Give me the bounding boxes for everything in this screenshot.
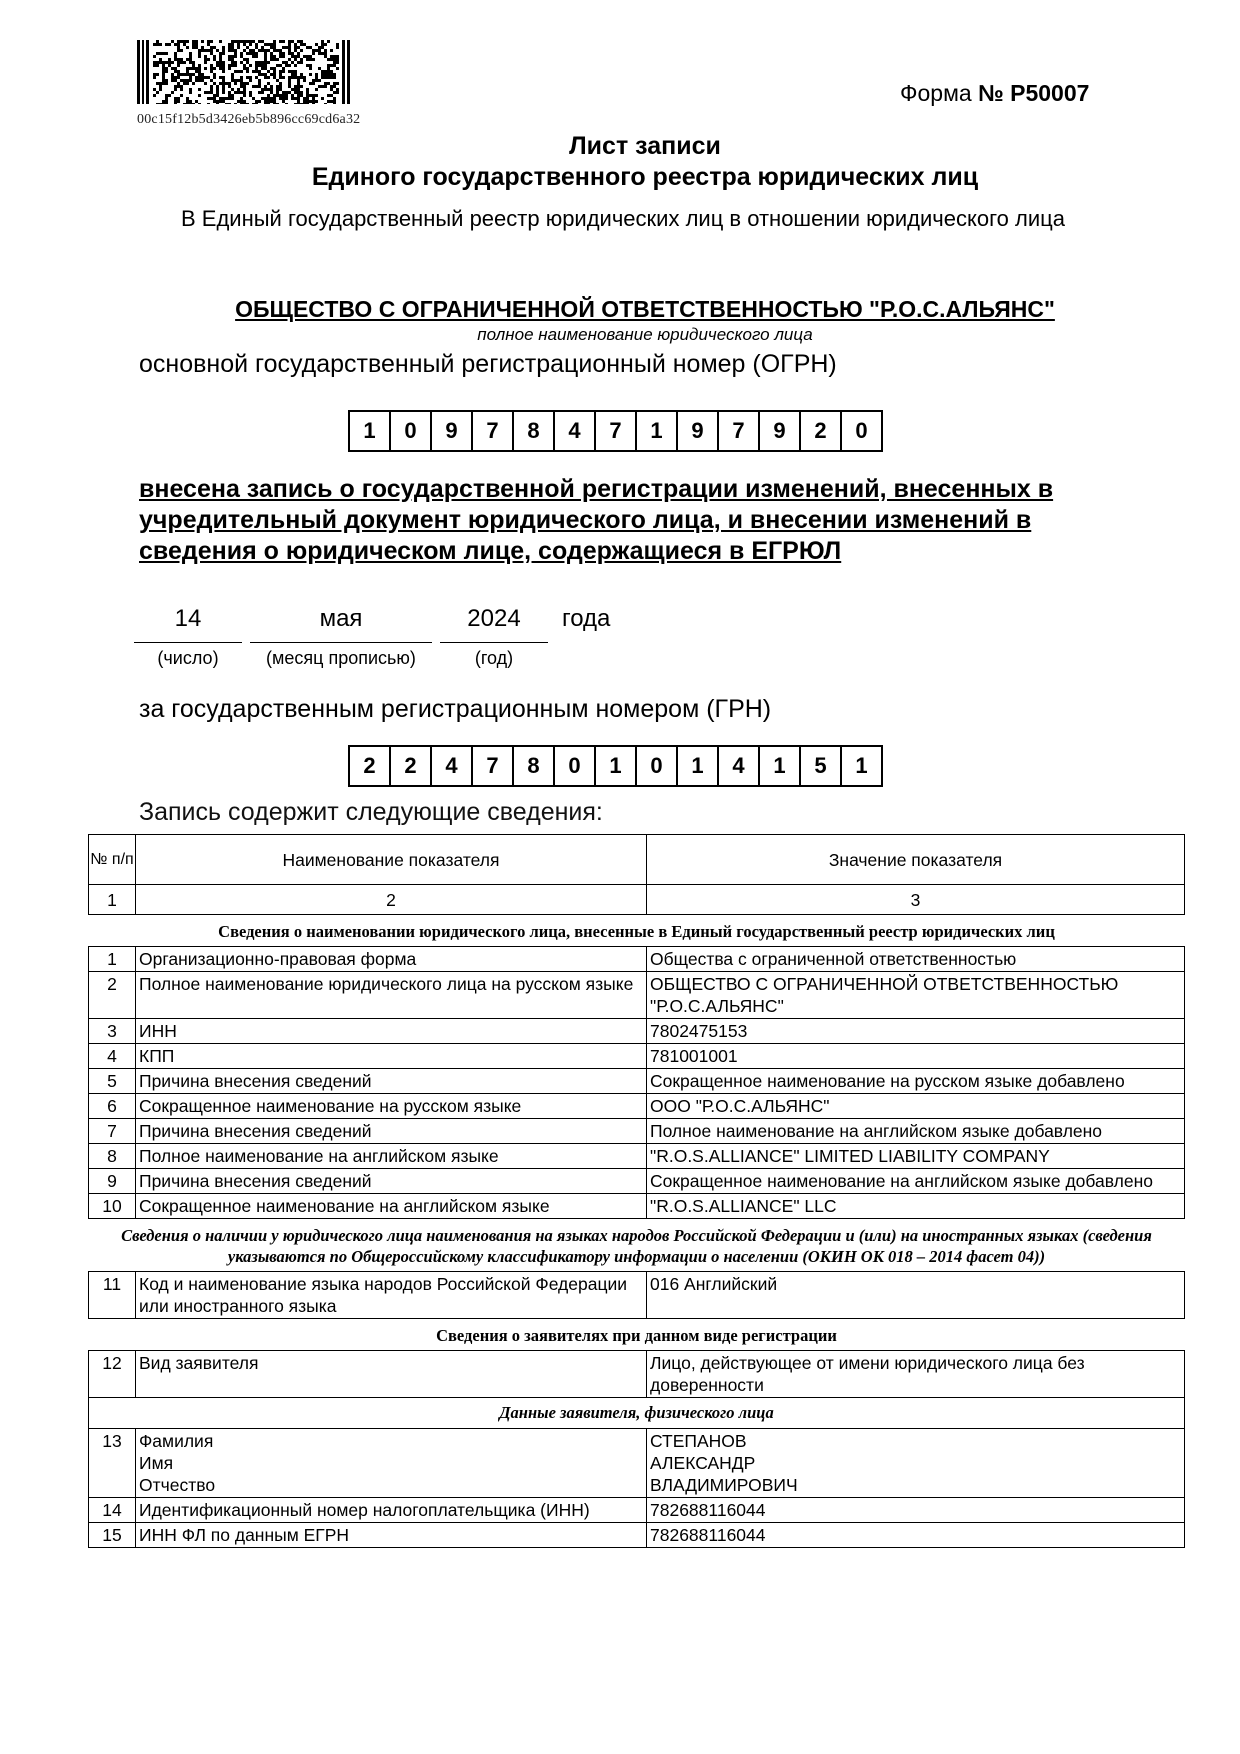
digit-cell: 2 [350, 745, 391, 787]
row-number: 14 [89, 1498, 136, 1523]
table-column-numbers-row [89, 885, 1185, 915]
row-number: 5 [89, 1069, 136, 1094]
row-indicator-value: Сокращенное наименование на английском языке добавлено [647, 1169, 1185, 1194]
digit-cell: 0 [842, 410, 883, 452]
table-row [89, 1144, 1185, 1169]
section-title-names: Сведения о наименовании юридического лица, внесенные в Единый государственный реестр юридических лиц [89, 915, 1185, 947]
table-row [89, 1351, 1185, 1398]
date-year-line [440, 642, 548, 643]
row-number: 13 [89, 1429, 136, 1498]
row-indicator-name: Код и наименование языка народов Российской Федерации или иностранного языка [136, 1272, 647, 1319]
row-indicator-name: Полное наименование на английском языке [136, 1144, 647, 1169]
row-number: 8 [89, 1144, 136, 1169]
row-indicator-value: 782688116044 [647, 1498, 1185, 1523]
digit-cell: 1 [637, 410, 678, 452]
row-number: 11 [89, 1272, 136, 1319]
digit-cell: 9 [760, 410, 801, 452]
digit-cell: 1 [678, 745, 719, 787]
column-number-1: 1 [89, 885, 136, 915]
digit-cell: 2 [801, 410, 842, 452]
date-suffix: года [562, 605, 611, 632]
row-indicator-value: "R.O.S.ALLIANCE" LLC [647, 1194, 1185, 1219]
header-indicator-name: Наименование показателя [136, 835, 647, 885]
digit-cell: 5 [801, 745, 842, 787]
section-title-languages: Сведения о наличии у юридического лица наименования на языках народов Российской Федерации и (или) на иностранных языках (сведения указываются по Общероссийскому классификатору информации о населении (ОКИН ОК 018 – 2014 фасет 04)) [89, 1219, 1185, 1272]
row-indicator-value: ОБЩЕСТВО С ОГРАНИЧЕННОЙ ОТВЕТСТВЕННОСТЬЮ "Р.О.С.АЛЬЯНС" [647, 972, 1185, 1019]
record-table [88, 834, 1185, 1548]
row-number: 12 [89, 1351, 136, 1398]
date-year-caption: (год) [474, 648, 514, 668]
row-number: 2 [89, 972, 136, 1019]
row-indicator-value: "R.O.S.ALLIANCE" LIMITED LIABILITY COMPANY [647, 1144, 1185, 1169]
row-number: 15 [89, 1523, 136, 1548]
form-number-value: № Р50007 [978, 80, 1090, 106]
digit-cell: 1 [760, 745, 801, 787]
barcode-image [137, 40, 352, 104]
organization-name: ОБЩЕСТВО С ОГРАНИЧЕННОЙ ОТВЕТСТВЕННОСТЬЮ "Р.О.С.АЛЬЯНС" [235, 296, 1055, 322]
digit-cell: 4 [555, 410, 596, 452]
ogrn-digit-boxes [348, 410, 883, 452]
table-row [89, 947, 1185, 972]
table-row [89, 1169, 1185, 1194]
table-row [89, 1119, 1185, 1144]
row-indicator-name: Причина внесения сведений [136, 1169, 647, 1194]
table-row [89, 1194, 1185, 1219]
row-indicator-name: Вид заявителя [136, 1351, 647, 1398]
entry-description: внесена запись о государственной регистрации изменений, внесенных в учредительный документ юридического лица, и внесении изменений в сведения о юридическом лице, содержащиеся в ЕГРЮЛ [139, 475, 1054, 565]
row-number: 10 [89, 1194, 136, 1219]
table-row [89, 1429, 1185, 1498]
table-row [89, 1069, 1185, 1094]
digit-cell: 1 [842, 745, 883, 787]
section-row [89, 915, 1185, 947]
digit-cell: 7 [596, 410, 637, 452]
table-header-row [89, 835, 1185, 885]
barcode-code: 00c15f12b5d3426eb5b896cc69cd6a32 [137, 112, 361, 127]
table-row [89, 1094, 1185, 1119]
digit-cell: 7 [719, 410, 760, 452]
subsection-title-applicant-person: Данные заявителя, физического лица [89, 1398, 1185, 1429]
form-number [900, 80, 1089, 107]
row-indicator-value: 7802475153 [647, 1019, 1185, 1044]
row-number: 7 [89, 1119, 136, 1144]
organization-name-caption: полное наименование юридического лица [477, 325, 813, 344]
grn-label: за государственным регистрационным номером (ГРН) [139, 695, 772, 723]
name-part-value: АЛЕКСАНДР [650, 1453, 756, 1473]
name-part-label: Фамилия [139, 1431, 214, 1451]
row-number: 1 [89, 947, 136, 972]
grn-digit-boxes [348, 745, 883, 787]
intro-text: В Единый государственный реестр юридических лиц в отношении юридического лица [181, 206, 1065, 231]
section-row [89, 1319, 1185, 1351]
row-indicator-name: Причина внесения сведений [136, 1119, 647, 1144]
column-number-2: 2 [136, 885, 647, 915]
section-row [89, 1398, 1185, 1429]
digit-cell: 2 [391, 745, 432, 787]
row-indicator-name: КПП [136, 1044, 647, 1069]
form-label: Форма [900, 80, 972, 106]
date-year: 2024 [467, 605, 521, 632]
row-indicator-value: 781001001 [647, 1044, 1185, 1069]
table-row [89, 1272, 1185, 1319]
date-day-line [134, 642, 242, 643]
digit-cell: 9 [432, 410, 473, 452]
row-indicator-name: Сокращенное наименование на русском языке [136, 1094, 647, 1119]
row-indicator-name: Полное наименование юридического лица на русском языке [136, 972, 647, 1019]
digit-cell: 4 [719, 745, 760, 787]
row-indicator-value: ООО "Р.О.С.АЛЬЯНС" [647, 1094, 1185, 1119]
row-indicator-name: ИНН [136, 1019, 647, 1044]
date-month: мая [319, 605, 363, 632]
row-indicator-name: Сокращенное наименование на английском языке [136, 1194, 647, 1219]
digit-cell: 7 [473, 410, 514, 452]
date-day: 14 [174, 605, 202, 632]
row-indicator-value: 016 Английский [647, 1272, 1185, 1319]
section-title-applicants: Сведения о заявителях при данном виде регистрации [89, 1319, 1185, 1351]
digit-cell: 7 [473, 745, 514, 787]
digit-cell: 8 [514, 410, 555, 452]
digit-cell: 1 [350, 410, 391, 452]
section-row [89, 1219, 1185, 1272]
name-part-value: ВЛАДИМИРОВИЧ [650, 1475, 798, 1495]
row-indicator-value: Полное наименование на английском языке добавлено [647, 1119, 1185, 1144]
record-intro: Запись содержит следующие сведения: [139, 798, 603, 826]
date-day-caption: (число) [157, 648, 219, 668]
table-row [89, 1523, 1185, 1548]
row-indicator-name: Идентификационный номер налогоплательщика (ИНН) [136, 1498, 647, 1523]
digit-cell: 0 [391, 410, 432, 452]
digit-cell: 0 [637, 745, 678, 787]
row-number: 3 [89, 1019, 136, 1044]
digit-cell: 8 [514, 745, 555, 787]
digit-cell: 9 [678, 410, 719, 452]
row-number: 6 [89, 1094, 136, 1119]
name-part-label: Имя [139, 1453, 174, 1473]
row-indicator-name [136, 1429, 647, 1498]
row-number: 9 [89, 1169, 136, 1194]
table-row [89, 1498, 1185, 1523]
name-part-label: Отчество [139, 1475, 216, 1495]
digit-cell: 4 [432, 745, 473, 787]
header-indicator-value: Значение показателя [647, 835, 1185, 885]
row-indicator-value: Лицо, действующее от имени юридического лица без доверенности [647, 1351, 1185, 1398]
row-indicator-name: Причина внесения сведений [136, 1069, 647, 1094]
digit-cell: 0 [555, 745, 596, 787]
row-indicator-name: Организационно-правовая форма [136, 947, 647, 972]
row-indicator-value [647, 1429, 1185, 1498]
table-row [89, 1019, 1185, 1044]
row-indicator-name: ИНН ФЛ по данным ЕГРН [136, 1523, 647, 1548]
document-title: Лист записи [569, 132, 721, 160]
ogrn-label: основной государственный регистрационный номер (ОГРН) [139, 350, 837, 378]
row-indicator-value: 782688116044 [647, 1523, 1185, 1548]
column-number-3: 3 [647, 885, 1185, 915]
table-row [89, 1044, 1185, 1069]
name-part-value: СТЕПАНОВ [650, 1431, 747, 1451]
date-month-line [250, 642, 432, 643]
row-number: 4 [89, 1044, 136, 1069]
date-month-caption: (месяц прописью) [266, 648, 416, 668]
document-subtitle: Единого государственного реестра юридических лиц [311, 163, 979, 191]
table-row [89, 972, 1185, 1019]
header-number: № п/п [89, 835, 136, 885]
row-indicator-value: Сокращенное наименование на русском языке добавлено [647, 1069, 1185, 1094]
record-table-body [89, 835, 1185, 1548]
row-indicator-value: Общества с ограниченной ответственностью [647, 947, 1185, 972]
digit-cell: 1 [596, 745, 637, 787]
